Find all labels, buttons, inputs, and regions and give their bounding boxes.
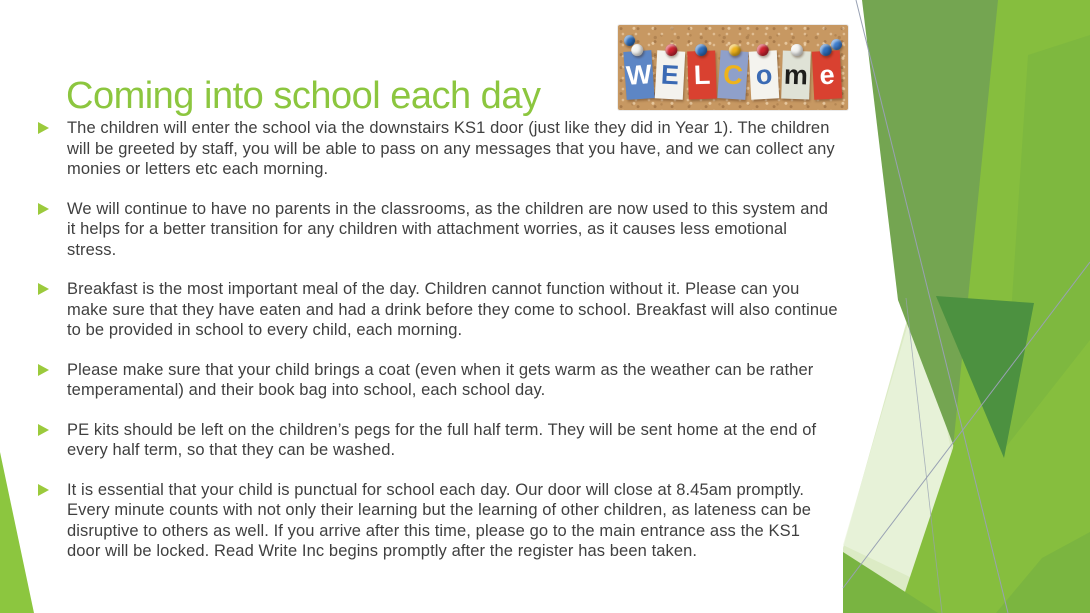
bullet-point <box>38 480 838 562</box>
push-pin-icon <box>831 39 842 50</box>
bullet-point <box>38 360 838 401</box>
letter-glyph: m <box>783 59 809 90</box>
bullet-point <box>38 279 838 341</box>
letter-card-e2 <box>812 50 842 99</box>
bullet-text: Please make sure that your child brings a coat (even when it gets warm as the weather can be rather temperamental) and their book bag into school, each school day. <box>67 360 814 399</box>
bullet-triangle-icon <box>38 424 49 436</box>
bullet-text: Breakfast is the most important meal of the day. Children cannot function without it. Please can you make sure that they have eaten and had a drink before they come to school. Breakfast will also continue to be provided in school to every child, each morning. <box>67 280 838 339</box>
letter-card-c <box>717 50 748 100</box>
bullet-text: We will continue to have no parents in the classrooms, as the children are now used to this system and it helps for a better transition for any children with attachment worries, as it causes less emotional stress. <box>67 199 829 259</box>
letter-glyph: e <box>818 59 836 90</box>
slide-body-bullets <box>38 118 838 581</box>
bullet-point <box>38 420 838 461</box>
bullet-triangle-icon <box>38 364 49 376</box>
bullet-text: PE kits should be left on the children’s pegs for the full half term. They will be sent home at the end of every half term, so that they can be washed. <box>67 420 817 459</box>
letter-glyph: o <box>755 59 774 90</box>
bullet-text: The children will enter the school via the downstairs KS1 door (just like they did in Year 1). The children will be greeted by staff, you will be able to pass on any messages that you have, and we can collect any monies or letters etc each morning. <box>67 119 835 178</box>
letter-card-o <box>749 50 779 99</box>
bullet-triangle-icon <box>38 484 49 496</box>
letter-glyph: C <box>722 58 744 91</box>
bullet-text: It is essential that your child is punctual for school each day. Our door will close at 8.45am promptly. Every minute counts with not only their learning but the learning of other children, as lateness can be disruptive to others as well. If you arrive after this time, please go to the main entrance ass the KS1 door will be locked. Read Write Inc begins promptly after the register has been taken. <box>67 480 812 560</box>
push-pin-icon <box>790 44 802 56</box>
letter-card-l <box>687 51 717 100</box>
slide-title: Coming into school each day <box>66 75 541 118</box>
letter-card-e <box>655 50 685 99</box>
facet-decoration-left-wedge <box>0 450 36 613</box>
bullet-triangle-icon <box>38 203 49 215</box>
push-pin-icon <box>728 44 741 57</box>
push-pin-icon <box>695 44 707 56</box>
letter-glyph: L <box>692 59 711 90</box>
welcome-letter-cards <box>625 51 841 103</box>
bullet-triangle-icon <box>38 122 49 134</box>
bullet-triangle-icon <box>38 283 49 295</box>
push-pin-icon <box>631 44 644 57</box>
welcome-corkboard-image <box>618 25 848 110</box>
letter-glyph: W <box>625 58 653 91</box>
bullet-point <box>38 199 838 261</box>
letter-glyph: E <box>660 59 681 90</box>
push-pin-icon <box>757 44 770 57</box>
push-pin-icon <box>665 44 678 57</box>
letter-card-w <box>623 50 654 100</box>
push-pin-icon <box>819 44 832 57</box>
letter-card-m <box>781 51 811 100</box>
bullet-point <box>38 118 838 180</box>
